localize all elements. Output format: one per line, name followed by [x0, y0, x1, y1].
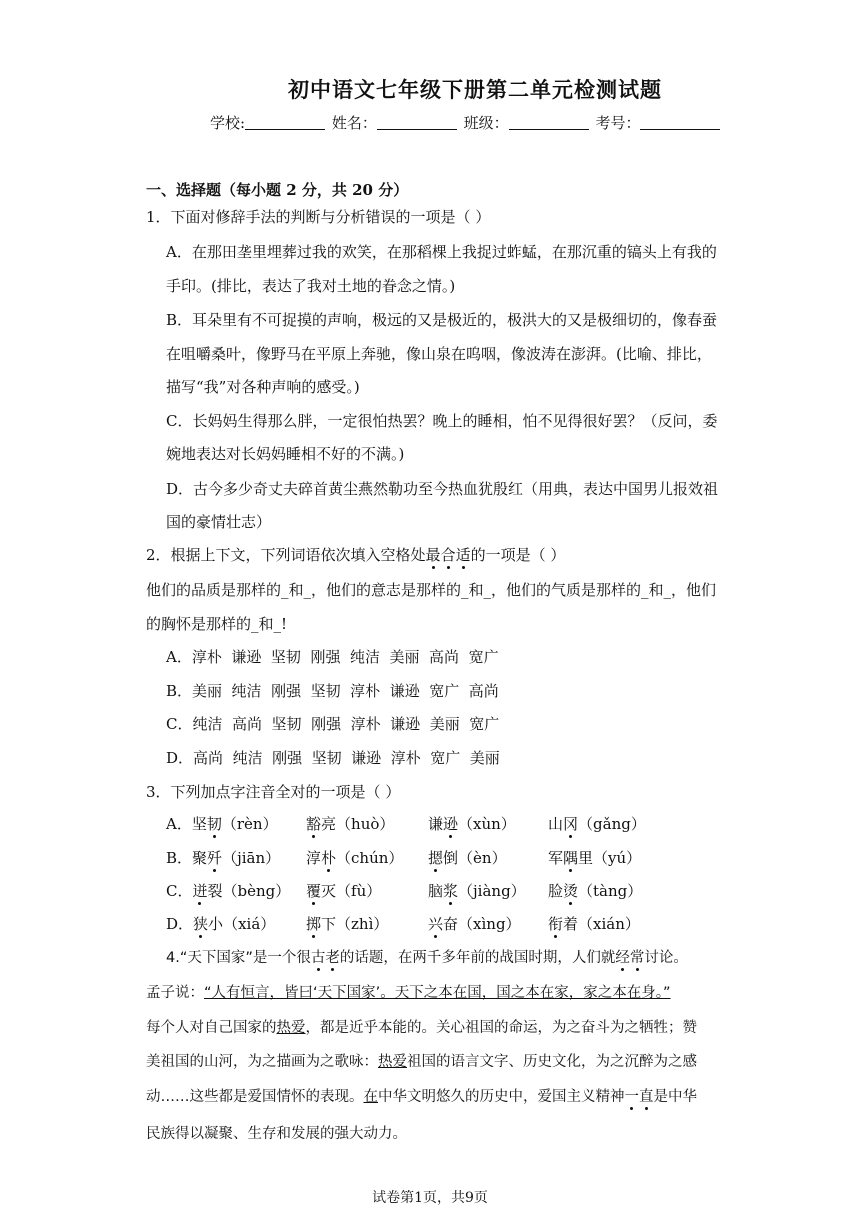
q4-underlined-text: 热爱 — [378, 1054, 407, 1070]
q3-dotted-char: 烫 — [563, 882, 579, 900]
q3-text: D． — [166, 915, 194, 933]
q3-option-item — [166, 848, 280, 868]
q1-option-b-line3: 描写“我”对各种声响的感受。) — [166, 378, 360, 396]
q3-text: （èn） — [458, 849, 507, 867]
q4-underlined-text: “人有恒言，皆曰‘天下国家’。天下之本在国，国之本在家，家之本在身。” — [204, 985, 671, 1001]
q3-option-item — [428, 814, 516, 834]
q3-text: 淳 — [306, 849, 322, 867]
q4-dotted-char: 一 — [624, 1089, 639, 1105]
q3-option-item — [548, 914, 640, 934]
q3-dotted-char: 隅 — [563, 849, 579, 867]
q3-option-item — [306, 881, 381, 901]
q1-option-b-line1: B．耳朵里有不可捉摸的声响，极远的又是极近的，极洪大的又是极细切的，像春蚕 — [166, 311, 718, 329]
q3-text: 聚 — [192, 849, 208, 867]
q3-text: （huò） — [336, 815, 395, 833]
q3-text: （yú） — [593, 849, 642, 867]
class-label: 班级： — [463, 114, 509, 132]
q3-dotted-char: 兴 — [428, 915, 444, 933]
q3-dotted-char: 逊 — [443, 815, 459, 833]
q2-passage-line2: 的胸怀是那样的_和_! — [146, 615, 288, 633]
q4-text: ，都是近乎本能的。关心祖国的命运，为之奋斗为之牺牲；赞 — [305, 1020, 697, 1036]
q3-dotted-char: 浆 — [443, 882, 459, 900]
q2-dotted-char: 适 — [455, 546, 471, 564]
q4-text: 每个人对自己国家的 — [146, 1020, 277, 1036]
q3-text: 谦 — [428, 815, 444, 833]
q4-text: 4.“天下国家”是一个很 — [166, 950, 311, 966]
q4-underlined-text: 在 — [363, 1089, 378, 1105]
q3-dotted-char: 豁 — [306, 815, 322, 833]
q3-option-item — [548, 814, 646, 834]
q4-line6: 民族得以凝聚、生存和发展的强大动力。 — [146, 1126, 407, 1142]
q3-dotted-char: 覆 — [306, 882, 322, 900]
q3-option-item — [166, 814, 278, 834]
q3-text: C． — [166, 882, 193, 900]
q3-option-item — [306, 814, 394, 834]
q3-dotted-char: 掷 — [306, 915, 322, 933]
student-info-line — [210, 112, 722, 133]
q3-dotted-char: 摁 — [428, 849, 444, 867]
page-footer: 试卷第1页，共9页 — [372, 1190, 488, 1206]
q3-text: （xián） — [578, 915, 640, 933]
q3-text: B． — [166, 849, 193, 867]
q4-underlined-text: 热爱 — [276, 1020, 306, 1036]
q1-option-c-line1: C．长妈妈生得那么胖，一定很怕热罢？晚上的睡相，怕不见得很好罢？（反问，委 — [166, 412, 718, 430]
q4-dotted-char: 经 — [615, 950, 630, 966]
q3-text: 里 — [578, 849, 594, 867]
q1-option-a-line1: A．在那田垄里埋葬过我的欢笑，在那稻棵上我捉过蚱蜢，在那沉重的镐头上有我的 — [166, 243, 717, 261]
q2-dotted-char: 最 — [425, 546, 441, 564]
q2-passage-line1: 他们的品质是那样的_和_，他们的意志是那样的_和_，他们的气质是那样的_和_，他们 — [146, 581, 717, 599]
q3-text: 军 — [548, 849, 564, 867]
q1-option-d-line1: D．古今多少奇丈夫碎首黄尘燕然勒功至今热血犹殷红（用典，表达中国男儿报效祖 — [166, 480, 719, 498]
q1-option-d-line2: 国的豪情壮志） — [166, 513, 272, 531]
q1-stem: 1．下面对修辞手法的判断与分析错误的一项是（ ） — [146, 208, 491, 226]
q1-option-b-line2: 在咀嚼桑叶，像野马在平原上奔驰，像山泉在呜咽，像波涛在澎湃。(比喻、排比， — [166, 345, 712, 363]
q3-text: 下 — [321, 915, 337, 933]
exam-no-blank — [640, 115, 720, 130]
q3-text: （xùn） — [458, 815, 516, 833]
q4-text: 美祖国的山河，为之描画为之歌咏： — [146, 1054, 378, 1070]
q2-option-a: A．淳朴 谦逊 坚韧 刚强 纯洁 美丽 高尚 宽广 — [166, 648, 499, 666]
exam-title: 初中语文七年级下册第二单元检测试题 — [288, 77, 662, 102]
q4-line5 — [146, 1087, 697, 1107]
q3-text: 亮 — [321, 815, 337, 833]
q3-option-item — [166, 914, 275, 934]
q3-option-item — [548, 848, 641, 868]
q3-text: 倒 — [443, 849, 459, 867]
q1-option-c-line2: 婉地表达对长妈妈睡相不好的不满。) — [166, 445, 405, 463]
q4-text: 中华文明悠久的历史中，爱国主义精神 — [378, 1089, 625, 1105]
q4-text: 讨论。 — [644, 950, 688, 966]
q4-dotted-char: 常 — [629, 950, 645, 966]
q4-line4 — [146, 1052, 697, 1072]
q3-option-item — [428, 848, 507, 868]
q3-option-item — [306, 848, 403, 868]
q2-option-b: B．美丽 纯洁 刚强 坚韧 淳朴 谦逊 宽广 高尚 — [166, 682, 499, 700]
q3-option-item — [306, 914, 388, 934]
q3-dotted-char: 冈 — [563, 815, 579, 833]
name-blank — [377, 115, 457, 130]
q4-line1 — [166, 948, 688, 968]
q4-text: 孟子说： — [146, 985, 204, 1001]
q3-text: （chún） — [336, 849, 404, 867]
q3-text: 着 — [563, 915, 579, 933]
q3-text: 裂 — [207, 882, 223, 900]
q3-text: （rèn） — [221, 815, 278, 833]
q3-text: （xìng） — [458, 915, 521, 933]
q3-text: 灭 — [321, 882, 337, 900]
q4-dotted-char: 直 — [639, 1089, 654, 1105]
q3-text: （tàng） — [578, 882, 643, 900]
q3-text: 奋 — [443, 915, 459, 933]
q3-option-item — [428, 881, 526, 901]
q3-text: 山 — [548, 815, 564, 833]
q3-option-item — [428, 914, 521, 934]
q2-option-c: C．纯洁 高尚 坚韧 刚强 淳朴 谦逊 美丽 宽广 — [166, 715, 500, 733]
q4-line2 — [146, 983, 671, 1003]
q3-text: （jiān） — [222, 849, 281, 867]
q3-text: 脑 — [428, 882, 444, 900]
q3-dotted-char: 迸 — [192, 882, 208, 900]
q3-options-grid — [166, 814, 726, 944]
q3-text: （zhì） — [336, 915, 389, 933]
school-label: 学校: — [210, 114, 246, 132]
exam-no-label: 考号： — [595, 114, 641, 132]
q3-dotted-char: 朴 — [321, 849, 337, 867]
q2-stem — [146, 545, 565, 565]
q3-stem: 3．下列加点字注音全对的一项是（ ） — [146, 783, 401, 801]
q4-text: 的话题，在两千多年前的战国时期，人们就 — [339, 950, 616, 966]
q4-line3 — [146, 1018, 697, 1038]
q4-text: 动……这些都是爱国情怀的表现。 — [146, 1089, 364, 1105]
q3-option-item — [166, 881, 290, 901]
q2-option-d: D．高尚 纯洁 刚强 坚韧 谦逊 淳朴 宽广 美丽 — [166, 749, 500, 767]
class-blank — [509, 115, 589, 130]
q3-text: A． — [166, 815, 192, 833]
q4-dotted-char: 古 — [310, 950, 326, 966]
q3-text: 坚 — [191, 815, 207, 833]
q3-text: （bèng） — [222, 882, 291, 900]
q3-text: （gǎng） — [578, 815, 646, 833]
q4-dotted-char: 老 — [325, 950, 340, 966]
name-label: 姓名： — [331, 114, 377, 132]
q1-option-a-line2: 手印。(排比，表达了我对土地的眷念之情。) — [166, 277, 456, 295]
q2-dotted-char: 合 — [440, 546, 456, 564]
q4-text: 祖国的语言文字、历史文化，为之沉醉为之感 — [407, 1054, 697, 1070]
q3-text: （xiá） — [223, 915, 276, 933]
section-heading: 一、选择题（每小题 2 分，共 20 分） — [146, 181, 409, 199]
q3-dotted-char: 歼 — [207, 849, 223, 867]
q3-text: 小 — [208, 915, 224, 933]
q3-dotted-char: 衔 — [548, 915, 564, 933]
q3-dotted-char: 韧 — [206, 815, 222, 833]
q2-stem-text: 2．根据上下文，下列词语依次填入空格处 — [146, 546, 426, 564]
q3-text: （fù） — [336, 882, 382, 900]
q2-stem-text-end: 的一项是（ ） — [470, 546, 566, 564]
q4-text: 是中华 — [653, 1089, 697, 1105]
q3-text: （jiàng） — [458, 882, 526, 900]
q3-dotted-char: 狭 — [193, 915, 209, 933]
q3-option-item — [548, 881, 642, 901]
school-blank — [245, 115, 325, 130]
q3-text: 脸 — [548, 882, 564, 900]
